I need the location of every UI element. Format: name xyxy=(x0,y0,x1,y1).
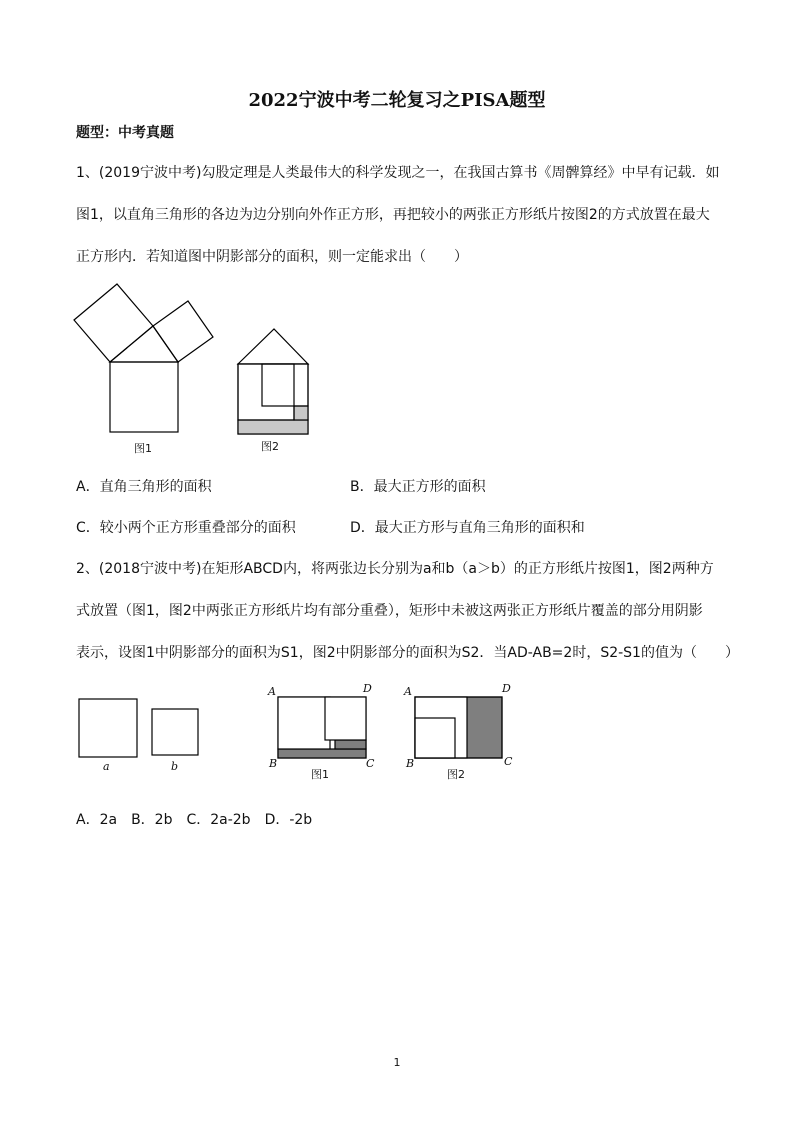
q2-fig2-label: 图2 xyxy=(447,768,465,781)
q2-options[interactable]: A．2a B．2b C．2a-2b D．-2b xyxy=(76,812,313,828)
fig1-corner-a: A xyxy=(268,685,276,698)
q1-line-2: 图1，以直角三角形的各边为边分别向外作正方形，再把较小的两张正方形纸片按图2的方式放置在最大 xyxy=(76,207,710,223)
q1-option-d[interactable]: D．最大正方形与直角三角形的面积和 xyxy=(350,520,585,536)
fig1-corner-b: B xyxy=(269,757,278,770)
fig1-corner-d: D xyxy=(363,682,372,695)
fig1-corner-c: C xyxy=(366,757,375,770)
section-heading: 题型：中考真题 xyxy=(76,125,174,141)
q1-option-c[interactable]: C．较小两个正方形重叠部分的面积 xyxy=(76,520,296,536)
q1-option-b[interactable]: B．最大正方形的面积 xyxy=(350,479,486,495)
fig1-shade-right xyxy=(335,740,366,749)
q1-line-1: 1、(2019宁波中考)勾股定理是人类最伟大的科学发现之一，在我国古算书《周髀算经》中早有记载．如 xyxy=(76,165,720,181)
q2-line-2: 式放置（图1，图2中两张正方形纸片均有部分重叠），矩形中未被这两张正方形纸片覆盖的部分用阴影 xyxy=(76,603,703,619)
fig2-corner-b: B xyxy=(406,757,415,770)
label-a: a xyxy=(103,760,110,773)
q2-line-1: 2、(2018宁波中考)在矩形ABCD内，将两张边长分别为a和b（a＞b）的正方形纸片按图1，图2两种方 xyxy=(76,561,714,577)
q1-fig2-label: 图2 xyxy=(261,440,279,453)
q2-line-3: 表示，设图1中阴影部分的面积为S1，图2中阴影部分的面积为S2．当AD-AB=2时，S2-S1的值为（ ） xyxy=(76,645,739,661)
fig2-corner-d: D xyxy=(502,682,511,695)
square-b xyxy=(152,709,198,755)
fig2-corner-a: A xyxy=(404,685,412,698)
fig1-square-b xyxy=(325,697,366,740)
q1-line-3: 正方形内．若知道图中阴影部分的面积，则一定能求出（ ） xyxy=(76,249,468,265)
q1-option-a[interactable]: A．直角三角形的面积 xyxy=(76,479,212,495)
fig2-square-b xyxy=(415,718,455,758)
q2-fig1-label: 图1 xyxy=(311,768,329,781)
page-title: 2022宁波中考二轮复习之PISA题型 xyxy=(248,90,546,111)
q1-fig1-label: 图1 xyxy=(134,442,152,455)
fig1-shade-bottom xyxy=(278,749,366,758)
fig2-corner-c: C xyxy=(504,755,513,768)
fig1-square-a xyxy=(278,697,330,749)
page-number: 1 xyxy=(393,1056,401,1069)
label-b: b xyxy=(171,760,179,773)
square-a xyxy=(79,699,137,757)
